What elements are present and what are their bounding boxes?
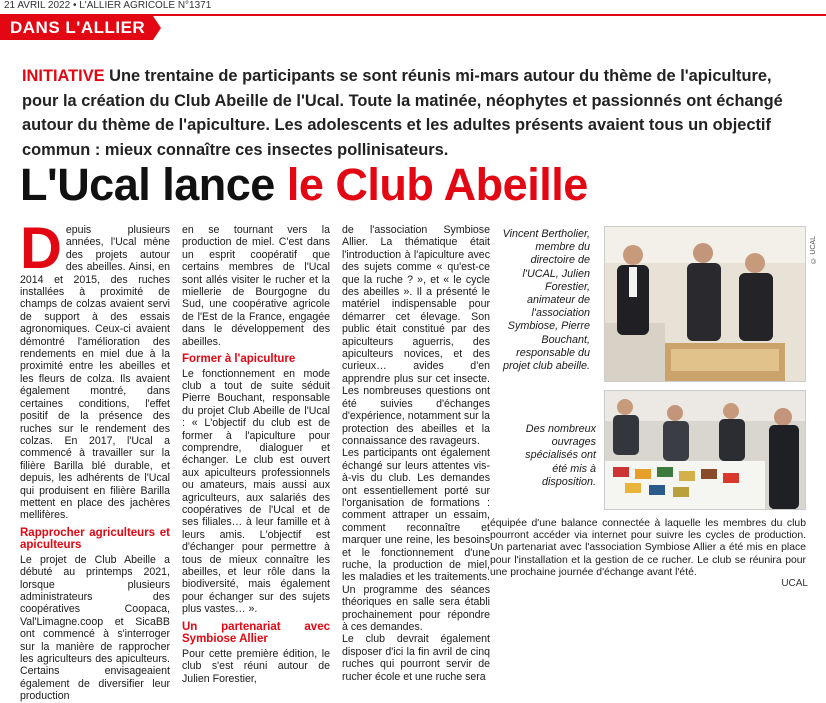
column-3 <box>342 224 490 683</box>
col3-paragraph-2: Les participants ont également échangé sur leurs attentes vis-à-vis du club. Les demandes ont essentiellement porté sur l'organisation de formations : comment attraper un essaim, comment reconnaître et marquer une reine, les besoins et le fonctionnement d'une ruche, la production de miel, les maladies et les traitements. Un programme des séances théoriques en salle sera établi prochainement pour répondre à ces demandes. <box>342 447 490 633</box>
article-lead <box>22 64 808 162</box>
col1-paragraph-1: epuis plusieurs années, l'Ucal mène des projets autour des abeilles. Ainsi, en 2014 et 2015, des ruches installées à proximité de champs de colzas avaient servi de support à des essais agronomiques. Ceux-ci avaient démontré l'amélioration des rendements en miel due à la proximité entre les abeilles et les fleurs de colza. Ils avaient également montré, dans certaines conditions, l'effet positif de la présence des ruches sur le rendement des colzas. En 2017, l'Ucal a commencé à travailler sur la filière Barilla blé durable, et depuis, les adhérents de l'Ucal qui produisent en filière Barilla mettent en place des jachères mellifères. <box>20 224 170 522</box>
col3-paragraph-1: de l'association Symbiose Allier. La thématique était l'introduction à l'apiculture avec des sujets comme « qu'est-ce que la ruche ? », et « le cycle des abeilles ». Il a présenté le matériel indispensable pour démarrer cet élevage. Son public était constitué par des apiculteurs aguerris, des apiculteurs novices, et des curieux… avides d'en apprendre plus sur cet insecte. Les nombreuses questions ont été suivies d'échanges d'expérience, notamment sur la protection des abeilles et la connaissance des ravageurs. <box>342 224 490 447</box>
subhead-rapprocher: Rapprocher agriculteurs et apiculteurs <box>20 526 170 552</box>
col2-paragraph-2: Le fonctionnement en mode club a tout de suite séduit Pierre Bouchant, responsable du projet Club Abeille de l'Ucal : « L'objectif du club est de former à l'apiculture pour comprendre, dialoguer et échanger. Le club est ouvert aux apiculteurs professionnels ou amateurs, mais aussi aux agriculteurs, aux salariés des coopératives de l'Ucal et de ses filiales… à leur famille et à leurs amis. L'objectif est d'échanger pour permettre à tous de mieux connaître les abeilles, et leur rôle dans la biodiversité, mais également pour échanger sur des sujets plus vastes… ». <box>182 367 330 616</box>
section-band <box>0 14 826 40</box>
bottom-paragraph: équipée d'une balance connectée à laquelle les membres du club pourront accéder via internet pour suivre les cycles de production. Un partenariat avec l'association Symbiose Allier a été mis en place pour l'installation et la gestion de ce rucher. Le club se réunira pour une prochaine journée d'échange avant l'été. <box>490 518 806 578</box>
photo2-caption: Des nombreux ouvrages spécialisés ont été mis à disposition. <box>525 423 596 488</box>
column-2 <box>182 224 330 685</box>
books-photo-image <box>605 391 805 509</box>
headline-part2: le Club Abeille <box>286 159 588 210</box>
dropcap: D <box>20 216 62 281</box>
books-photo <box>604 390 806 510</box>
photo1-caption: Vincent Bertholier, membre du directoire de l'UCAL, Julien Forestier, animateur de l'association Symbiose, Pierre Bouchant, responsable du projet club abeille. <box>502 228 590 373</box>
lead-text: Une trentaine de participants se sont réunis mi-mars autour du thème de l'apiculture, pour la création du Club Abeille de l'Ucal. Toute la matinée, néophytes et passionnés ont échangé autour du thème de l'apiculture. Les adolescents et les adultes présents avaient tous un objectif commun : mieux connaître ces insectes pollinisateurs. <box>22 67 783 159</box>
group-photo-image <box>605 227 805 381</box>
column-1 <box>20 216 170 703</box>
subhead-former: Former à l'apiculture <box>182 353 296 366</box>
photo-credit: © UCAL <box>810 236 817 264</box>
byline: UCAL <box>781 578 808 589</box>
lead-kicker: INITIATIVE <box>22 67 105 85</box>
section-label: DANS L'ALLIER <box>0 16 153 40</box>
article-headline <box>20 156 800 214</box>
subhead-partenariat: Un partenariat avec Symbiose Allier <box>182 620 330 646</box>
col3-paragraph-3: Le club devrait également disposer d'ici la fin avril de cinq ruches qui pourront servir de rucher école et une ruche sera <box>342 633 490 683</box>
col1-paragraph-2: Le projet de Club Abeille a débuté au printemps 2021, lorsque plusieurs administrateurs des coopératives Coopaca, Val'Limagne.coop et SicaBB ont commencé à s'interroger sur la manière de rapprocher les agriculteurs des apiculteurs. Certains envisageaient également de diversifier leur production <box>20 553 170 703</box>
col2-paragraph-3: Pour cette première édition, le club s'est réuni autour de Julien Forestier, <box>182 647 330 685</box>
headline-part1: L'Ucal lance <box>20 159 275 210</box>
group-photo <box>604 226 806 382</box>
issue-date-line: 21 AVRIL 2022 • L'ALLIER AGRICOLE N°1371 <box>4 0 212 11</box>
col2-paragraph-1: en se tournant vers la production de miel. C'est dans un esprit coopératif que certains membres de l'Ucal sont allés visiter le rucher et la miellerie de Bourgogne du Sud, une coopérative agricole de l'Est de la France, engagée dans le développement des abeilles. <box>182 224 330 348</box>
